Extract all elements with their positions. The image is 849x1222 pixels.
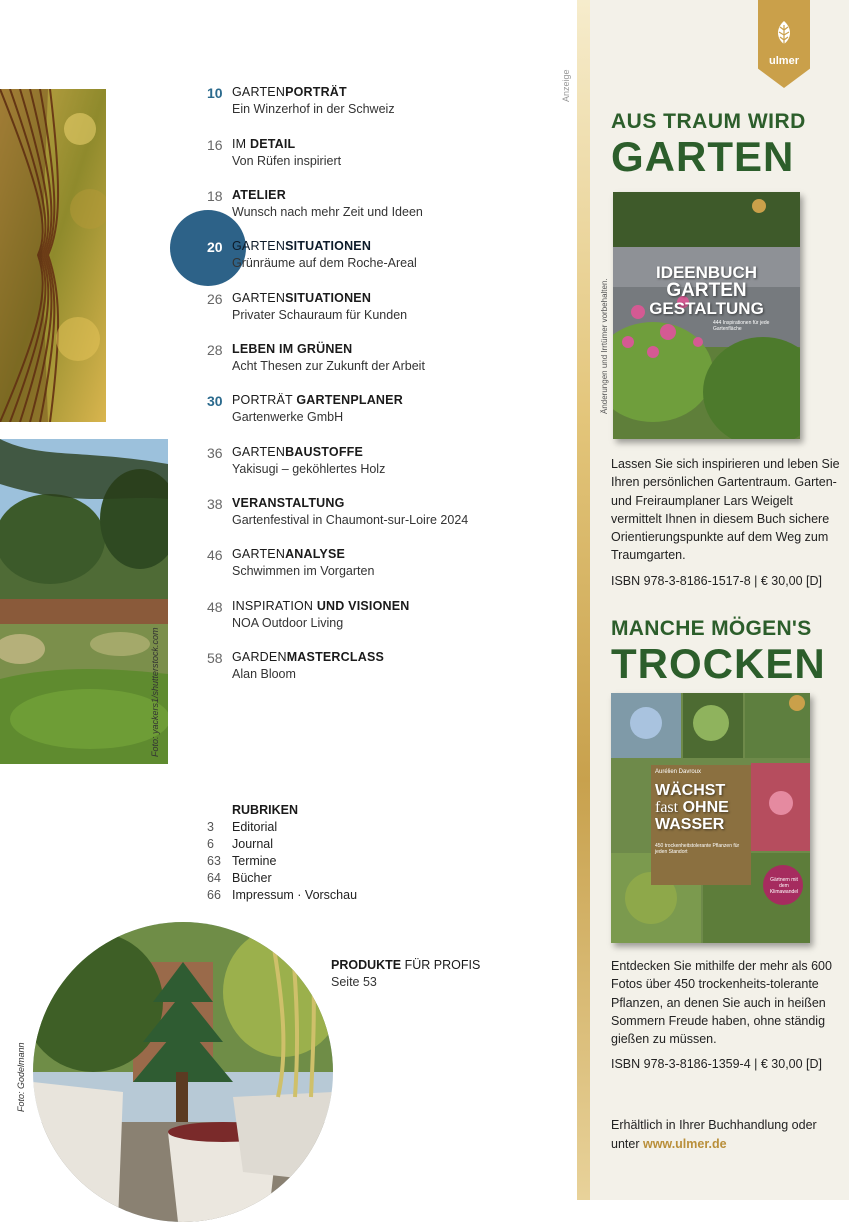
toc-category: PORTRÄT GARTENPLANER [232,393,403,407]
ulmer-brand: ulmer [769,55,799,67]
rubriken-heading: RUBRIKEN [232,803,298,817]
produkte-page: Seite 53 [331,975,377,989]
toc-category: GARTENSITUATIONEN [232,239,372,253]
toc-subtitle: Alan Bloom [232,667,296,681]
toc-category: GARTENPORTRÄT [232,85,347,99]
toc-subtitle: Yakisugi – geköhlertes Holz [232,462,386,476]
toc-page-number: 58 [207,650,223,666]
rubrik-item[interactable]: 3 Editorial [207,820,278,834]
isbn-2: ISBN 978-3-8186-1359-4 | € 30,00 [D] [611,1057,823,1071]
planter-garden-photo [33,922,333,1222]
toc-subtitle: Gartenwerke GmbH [232,410,344,424]
toc-subtitle: Schwimmen im Vorgarten [232,564,375,578]
ad-text-2: Entdecken Sie mithilfe der mehr als 600 Fotos über 450 trockenheits-tolerante Pflanzen, an denen Sie auch in heißen Sommern Freude haben, ohne ständig gießen zu müssen. [611,959,832,1047]
rusted-sculpture-photo [0,89,106,422]
toc-subtitle: Von Rüfen inspiriert [232,154,342,168]
toc-page-number: 28 [207,342,223,358]
photo-credit-mid: Foto: yackers1/shutterstock.com [150,627,160,757]
toc-subtitle: NOA Outdoor Living [232,616,344,630]
toc-page-number: 16 [207,137,223,153]
toc-subtitle: Privater Schauraum für Kunden [232,308,408,322]
toc-subtitle: Ein Winzerhof in der Schweiz [232,102,395,116]
leaf-icon [774,20,794,46]
toc-subtitle: Wunsch nach mehr Zeit und Ideen [232,205,423,219]
ad-footer: Erhältlich in Ihrer Buchhandlung oder unter www.ulmer.de [611,1118,817,1151]
book-cover-waechst[interactable]: Aurélien Davroux WÄCHST fast OHNE WASSER 450 trockenheitstolerante Pflanzen für jeden Standort Gärtnern mit dem Klimawandel [611,693,810,943]
toc-category: IM DETAIL [232,137,296,151]
toc-page-number: 48 [207,599,223,615]
isbn-1: ISBN 978-3-8186-1517-8 | € 30,00 [D] [611,574,823,588]
photo-credit-bottom: Foto: Godelmann [16,1042,26,1112]
toc-category: GARTENBAUSTOFFE [232,445,364,459]
ad-label: Anzeige [561,69,571,102]
rubrik-item[interactable]: 64 Bücher [207,871,272,885]
rubrik-item[interactable]: 6 Journal [207,837,273,851]
toc-subtitle: Gartenfestival in Chaumont-sur-Loire 2024 [232,513,469,527]
toc-category: LEBEN IM GRÜNEN [232,342,353,356]
rubrik-item[interactable]: 66 Impressum · Vorschau [207,888,358,902]
ad-headline-1: AUS TRAUM WIRD [611,110,806,133]
toc-category: ATELIER [232,188,286,202]
toc-page-number: 38 [207,496,223,512]
garden-landscape-photo [0,439,168,764]
toc-page-number: 26 [207,291,223,307]
toc-category: INSPIRATION UND VISIONEN [232,599,410,613]
ad-headline-3: MANCHE MÖGEN'S [611,617,812,640]
toc-page-number: 36 [207,445,223,461]
toc-category: GARTENSITUATIONEN [232,291,372,305]
toc-page-number: 18 [207,188,223,204]
book-cover-ideenbuch[interactable]: IDEENBUCH GARTEN GESTALTUNG 444 Inspirationen für jede Gartenfläche [613,192,800,439]
toc-page-number: 30 [207,393,223,409]
toc-subtitle: Acht Thesen zur Zukunft der Arbeit [232,359,425,373]
toc-subtitle: Grünräume auf dem Roche-Areal [232,256,417,270]
produkte-heading[interactable]: PRODUKTE FÜR PROFIS [331,958,481,972]
ulmer-link[interactable]: www.ulmer.de [642,1137,727,1151]
ad-text-1: Lassen Sie sich inspirieren und leben Sie Ihren persönlichen Gartentraum. Garten- und Freiraumplaner Lars Weigelt vermittelt Ihnen in diesem Buch sichere Orientierungspunkte auf dem Weg zum Traumgarten. [611,457,840,563]
toc-category: GARDENMASTERCLASS [232,650,385,664]
gold-divider [577,0,590,1200]
toc-category: VERANSTALTUNG [232,496,345,510]
toc-page-number: 46 [207,547,223,563]
ad-headline-2: GARTEN [611,133,795,180]
rubrik-item[interactable]: 63 Termine [207,854,277,868]
ad-headline-4: TROCKEN [611,640,826,687]
toc-category: GARTENANALYSE [232,547,346,561]
toc-page-number: 20 [207,239,223,255]
toc-page-number: 10 [207,85,223,101]
disclaimer: Änderungen und Irrtümer vorbehalten. [600,278,609,414]
